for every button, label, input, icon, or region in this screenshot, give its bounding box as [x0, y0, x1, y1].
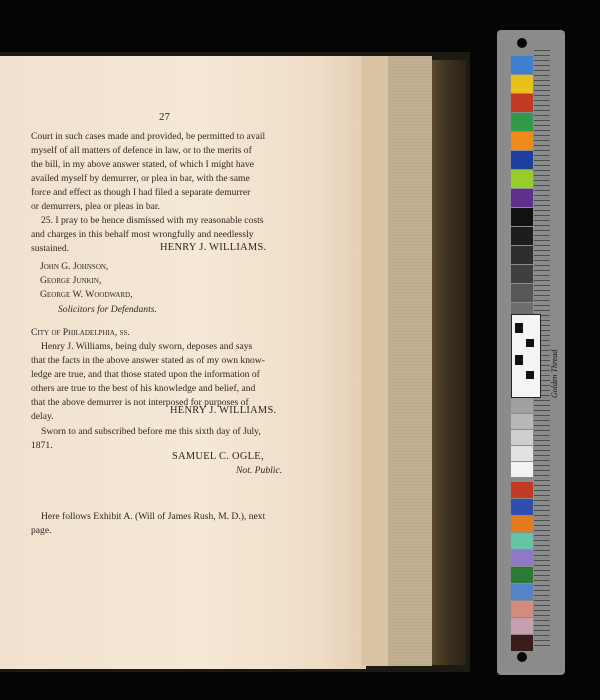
- color-patch: [511, 284, 533, 302]
- color-patch: [511, 462, 533, 477]
- color-patch: [511, 265, 533, 283]
- color-patch: [511, 170, 533, 188]
- text-line: or demurrers, plea or pleas in bar.: [31, 201, 160, 212]
- notary-role: Not. Public.: [236, 465, 283, 476]
- color-patch: [511, 584, 533, 600]
- text-line: page.: [31, 525, 52, 536]
- text-line: delay.: [31, 411, 54, 422]
- solicitor-name: John G. Johnson,: [40, 261, 109, 272]
- solicitor-name: George Junkin,: [40, 275, 102, 286]
- color-patch: [511, 113, 533, 131]
- color-patch: [511, 430, 533, 445]
- color-patch: [511, 208, 533, 226]
- color-patch: [511, 446, 533, 461]
- color-patch: [511, 533, 533, 549]
- ruler-brand-label: Golden Thread: [550, 349, 559, 398]
- page-edges: [362, 56, 388, 666]
- color-patch: [511, 132, 533, 150]
- ruler-hole: [517, 652, 527, 662]
- color-patch: [511, 601, 533, 617]
- text-line: 1871.: [31, 440, 53, 451]
- text-line: the bill, in my above answer stated, of which I might have: [31, 159, 254, 170]
- text-line: and charges in this behalf most wrongfully and needlessly: [31, 229, 254, 240]
- notary-signature: SAMUEL C. OGLE,: [172, 451, 264, 462]
- color-patch: [511, 398, 533, 413]
- resolution-target: [511, 314, 541, 398]
- text-line: 25. I pray to be hence dismissed with my reasonable costs: [41, 215, 264, 226]
- text-line: Sworn to and subscribed before me this sixth day of July,: [41, 426, 261, 437]
- text-line: that the facts in the above answer stated as of my own know-: [31, 355, 265, 366]
- color-patch: [511, 151, 533, 169]
- color-patch: [511, 618, 533, 634]
- text-line: myself of all matters of defence in law, or to the merits of: [31, 145, 252, 156]
- book-spine: [432, 60, 466, 665]
- color-patch: [511, 189, 533, 207]
- color-patch: [511, 550, 533, 566]
- color-patch: [511, 56, 533, 74]
- color-patch: [511, 567, 533, 583]
- page-number: 27: [159, 111, 170, 123]
- text-line: that the above demurrer is not interposed for purposes of: [31, 397, 249, 408]
- color-patch: [511, 499, 533, 515]
- color-patch: [511, 227, 533, 245]
- signature-henry-williams: HENRY J. WILLIAMS.: [170, 405, 277, 416]
- color-patch: [511, 75, 533, 93]
- venue-heading: City of Philadelphia, ss.: [31, 327, 130, 338]
- solicitors-role: Solicitors for Defendants.: [58, 304, 157, 315]
- color-patch: [511, 246, 533, 264]
- text-line: Henry J. Williams, being duly sworn, deposes and says: [41, 341, 253, 352]
- text-line: force and effect as though I had filed a separate demurrer: [31, 187, 251, 198]
- solicitor-name: George W. Woodward,: [40, 289, 133, 300]
- text-line: Here follows Exhibit A. (Will of James Rush, M. D.), next: [41, 511, 266, 522]
- text-line: others are true to the best of his knowledge and belief, and: [31, 383, 256, 394]
- color-patch: [511, 94, 533, 112]
- book-cover-cloth: [388, 56, 432, 666]
- text-line: ledge are true, and that those stated upon the information of: [31, 369, 260, 380]
- signature-henry-williams: HENRY J. WILLIAMS.: [160, 242, 267, 253]
- ruler-hole: [517, 38, 527, 48]
- color-patch: [511, 516, 533, 532]
- text-line: availed myself by demurrer, or plea in bar, with the same: [31, 173, 250, 184]
- color-patch: [511, 482, 533, 498]
- text-line: sustained.: [31, 243, 70, 254]
- color-patch: [511, 635, 533, 651]
- color-patch: [511, 414, 533, 429]
- text-line: Court in such cases made and provided, be permitted to avail: [31, 131, 266, 142]
